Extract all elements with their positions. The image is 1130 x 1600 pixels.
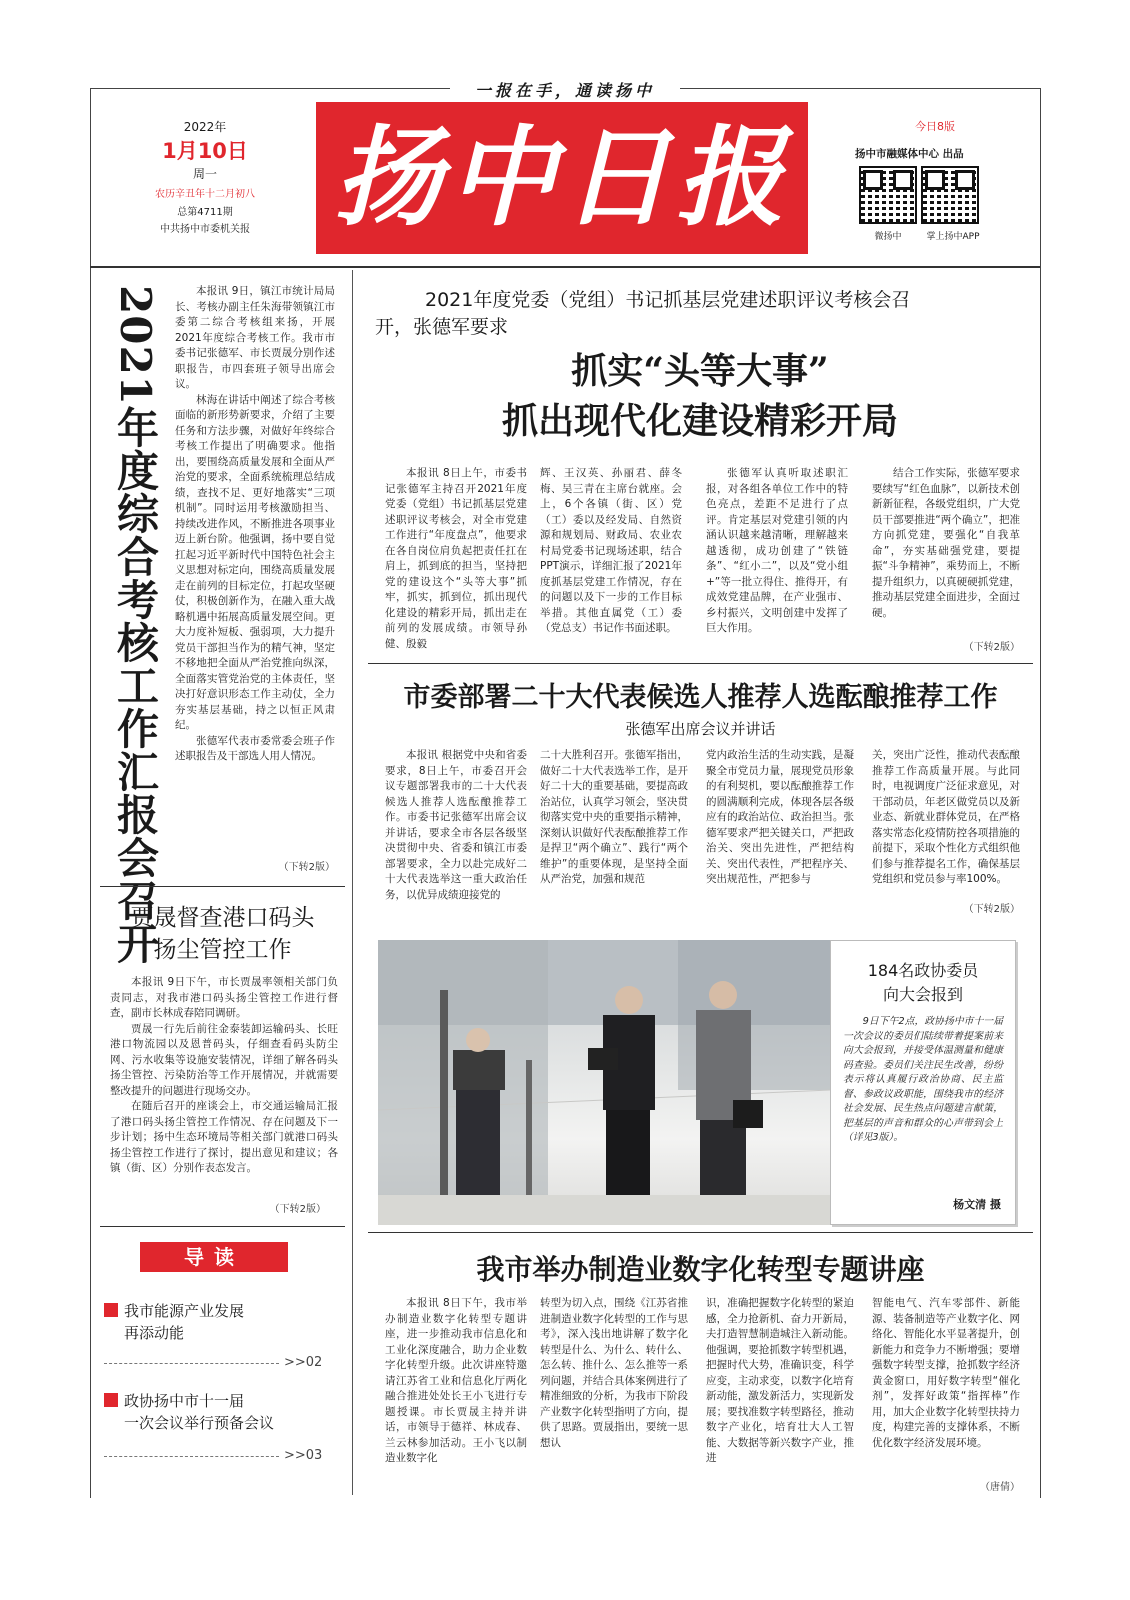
guide-item-line1: 我市能源产业发展: [124, 1302, 245, 1320]
qr-code-icon[interactable]: [859, 166, 917, 224]
lead-headline-line1: 抓实“头等大事”: [571, 350, 829, 392]
issue-number: 总第4711期: [177, 207, 233, 218]
author-note: （唐倩）: [980, 1482, 1020, 1493]
continue-note[interactable]: （下转2版）: [963, 642, 1020, 653]
kicker-line1: 2021年度党委（党组）书记抓基层党建述职评议考核会召: [425, 289, 911, 311]
qr1-label: 微扬中: [874, 232, 902, 242]
left-article-body: [175, 284, 335, 765]
organ: 中共扬中市委机关报: [160, 224, 250, 235]
left-headline: 2021年度综合考核工作汇报会召开: [111, 285, 160, 965]
paragraph: 在随后召开的座谈会上，市交通运输局汇报了港口码头扬尘管控工作情况、存在问题及下一步计划；扬中生态环境局等相关部门就港口码头扬尘管控工作进行了探讨，提出意见和建议；各镇（街、区）分别作表态发言。: [110, 1100, 338, 1174]
kicker-line2: 开，张德军要求: [375, 316, 509, 338]
lead-col-2: 辉、王汉英、孙丽君、薛冬梅、吴三青在主席台就座。会上，6个各镇（街、区）党（工）委以及经发局、自然资源和规划局、财政局、农业农村局党委书记现场述职，结合PPT演示，详细汇报了2021年度抓基层党建工作情况，存在的问题以及下一步的工作目标举措。其他直属党（工）委（党总支）书记作书面述职。: [540, 467, 682, 634]
lead-col-3: 张德军认真听取述职汇报，对各组各单位工作中的特色亮点，差距不足进行了点评。肯定基层对党建引领的内涵认识越来越清晰，理解越来越透彻，成功创建了“铁链条”、“红小二”，以及“党小组+”等一批立得住、推得开，有成效党建品牌，在产业强市、乡村振兴，文明创建中发挥了巨大作用。: [706, 467, 848, 634]
masthead-right: [855, 118, 1035, 161]
guide-item-line2: 一次会议举行预备会议: [124, 1414, 275, 1432]
photo-scene: [378, 940, 830, 1225]
bottom-col-4: 智能电气、汽车零部件、新能源、装备制造等产业数字化、网络化、智能化水平显著提升，创新能力和竞争力不断增强；要增强数字转型支撑，抢抓数字经济黄金窗口，用好数字转型“催化剂”，发挥好政策“指挥棒”作用，加大企业数字化转型扶持力度，构建完善的支撑体系，不断优化数字经济发展环境。: [872, 1297, 1020, 1449]
guide-item[interactable]: [104, 1390, 340, 1434]
paragraph: 林海在讲话中阐述了综合考核面临的新形势新要求，介绍了主要任务和方法步骤，对做好年终综合考核工作提出了明确要求。他指出，要围绕高质量发展和全面从严治党的要求，全面系统梳理总结成绩，查找不足、更好地落实“三项机制”。同时运用考核激励担当、持续改进作风，不断推进各项事业迈上新台阶。他强调，扬中要自觉扛起习近平新时代中国特色社会主义思想对标定向，围绕高质量发展走在前列的目标定位，打起攻坚硬仗，积极创新作为，在融入重大战略机遇中拓展高质量发展空间。更大力度补短板、强弱项，大力提升党员干部担当作为的精气神，坚定不移地把全面从严治党推向纵深，全面落实管党治党的主体责任，坚决打好意识形态工作主动仗，全力夯实基层基础，持之以恒正风肃纪。: [175, 393, 335, 731]
continue-note[interactable]: （下转2版）: [963, 904, 1020, 915]
year: 2022年: [183, 120, 227, 134]
weekday: 周一: [192, 167, 217, 181]
caption-title: [831, 959, 1015, 1007]
second-subhead: 张德军出席会议并讲话: [625, 720, 776, 738]
masthead-logo: [316, 102, 808, 254]
photo-caption-box: [830, 940, 1016, 1225]
second-col-4: 关，突出广泛性，推动代表酝酿推荐工作高质量开展。与此同时，电视调度广泛征求意见，对干部动员，年老区做党员以及新业态、新就业群体党员，在严格落实常态化疫情防控各项措施的前提下，采取个性化方式组织他们参与推荐提名工作，确保基层党组织和党员参与率100%。: [872, 749, 1020, 885]
lead-kicker: [375, 287, 1025, 341]
lead-headline: [375, 346, 1025, 446]
guide-marker-icon: [104, 1303, 118, 1317]
bottom-col-1: 本报讯 8日下午，我市举办制造业数字化转型专题讲座，进一步推动我市信息化和工业化深度融合，助力企业数字化转型升级。此次讲座特邀请江苏省工业和信息化厅两化融合推进处处长王小飞进行专题授课。市长贾晟主持并讲话，市领导于德祥、林成春、兰云林参加活动。王小飞以制造业数字化: [385, 1297, 527, 1464]
photo-credit: 杨文清 摄: [953, 1198, 1001, 1211]
paragraph: 本报讯 9日，镇江市统计局局长、考核办副主任朱海带领镇江市委第二综合考核组来扬，开展2021年度综合考核工作。我市市委书记张德军、市长贾晟分别作述职报告，市四套班子领导出席会议。: [175, 285, 335, 390]
second-col-3: 党内政治生活的生动实践，是凝聚全市党员力量，展现党员形象的有利契机，要以酝酿推荐工作的圆满顺利完成，体现各层各级应有的政治站位、政治担当。张德军要求严把关键关口，严把政治关、突出先进性，严把结构关、突出代表性，严把程序关、突出规范性，严把参与: [706, 749, 854, 885]
port-headline-line1: 贾晟督查港口码头: [130, 905, 315, 931]
second-headline: 市委部署二十大代表候选人推荐人选酝酿推荐工作: [403, 682, 998, 713]
news-photo[interactable]: [378, 940, 830, 1225]
caption-text: 9日下午2点，政协扬中市十一届一次会议的委员们陆续带着提案前来向大会报到，并接受体温测量和健康码查验。委员们关注民生改善，纷纷表示将认真履行政治协商、民主监督、参政议政职能，围绕我市的经济社会发展、民生热点问题建言献策，把基层的声音和群众的心声带到会上（详见3版）。: [843, 1016, 1003, 1143]
port-headline: [100, 902, 345, 966]
lead-headline-line2: 抓出现代化建设精彩开局: [501, 400, 898, 442]
continue-note[interactable]: （下转2版）: [269, 1204, 326, 1215]
guide-item-line2: 再添动能: [124, 1324, 185, 1342]
guide-title: 导读: [184, 1245, 244, 1269]
qr-code-icon[interactable]: [921, 166, 979, 224]
guide-item-line1: 政协扬中市十一届: [124, 1392, 245, 1410]
bottom-headline: 我市举办制造业数字化转型专题讲座: [476, 1253, 925, 1286]
paragraph: 张德军代表市委常委会班子作述职报告及干部选人用人情况。: [175, 734, 335, 762]
second-col-1: 本报讯 根据党中央和省委要求，8日上午，市委召开会议专题部署我市的二十大代表候选人推荐人选酝酿推荐工作。市委书记张德军出席会议并讲话，要求全市各层各级坚决贯彻中央、省委和镇江市委部署要求，全力以赴完成好二十大代表选举这一重大政治任务，以优异成绩迎接党的: [385, 749, 527, 901]
bottom-col-2: 转型为切入点，围绕《江苏省推进制造业数字化转型的工作与思考》，深入浅出地讲解了数字化转型是什么、为什么、转什么、怎么转、推什么、怎么推等一系列问题，并结合具体案例进行了精准细致的分析，为我市下阶段产业数字化转型指明了方向，提供了思路。贾晟指出，要统一思想认: [540, 1297, 688, 1449]
date-block: [110, 118, 300, 235]
guide-marker-icon: [104, 1393, 118, 1407]
guide-banner: [140, 1242, 288, 1272]
caption-title-line2: 向大会报到: [882, 985, 963, 1004]
newspaper-title: 扬中日报: [333, 115, 790, 241]
guide-item[interactable]: [104, 1300, 340, 1344]
date: 1月10日: [162, 139, 248, 163]
slogan-bar: [90, 78, 1040, 98]
port-article-body: [110, 975, 338, 1177]
lead-col-4: 结合工作实际，张德军要求要续写“红色血脉”，以新技术创新新征程，各级党组织，广大党员干部要推进“两个确立”，把准方向抓党建，要强化“自我革命”，夯实基础强党建，要提振“斗争精神”，乘势而上，不断提升组织力，以真硬硬抓党建，推动基层党建全面进步，全面过硬。: [872, 467, 1020, 619]
paragraph: 贾晟一行先后前往金泰装卸运输码头、长旺港口物流园以及恩普码头，仔细查看码头防尘网、污水收集等设施安装情况，详细了解各码头扬尘管控、污染防治等工作开展情况，并就需要整改提升的问题进行现场交办。: [110, 1022, 338, 1097]
publisher: 扬中市融媒体中心 出品: [855, 148, 964, 160]
port-headline-line2: 扬尘管控工作: [153, 937, 292, 963]
qr2-label: 掌上扬中APP: [926, 232, 980, 242]
second-col-2: 二十大胜利召开。张德军指出，做好二十大代表选举工作，是开好二十大的重要基础，要提高政治站位，认真学习领会，坚决贯彻落实党中央的重要指示精神，深刻认识做好代表酝酿推荐工作是捍卫“两个确立”、践行“两个维护”的重要体现，是坚持全面从严治党，加强和规范: [540, 749, 688, 885]
guide-page-link[interactable]: >>03: [284, 1448, 323, 1463]
lead-col-1: 本报讯 8日上午，市委书记张德军主持召开2021年度党委（党组）书记抓基层党建述职评议考核会，对全市党建工作进行“年度盘点”，他要求在各自岗位肩负起把责任扛在肩上，抓到底的担当，坚持把党的建设这个“头等大事”抓牢，抓实，抓到位，抓出现代化建设的精彩开局，抓出走在前列的发展成绩。市领导孙健、殷毅: [385, 467, 527, 650]
pages-today: 今日8版: [915, 120, 955, 133]
paragraph: 本报讯 9日下午，市长贾晟率领相关部门负责同志，对我市港口码头扬尘管控工作进行督查，副市长林成春陪同调研。: [110, 976, 338, 1019]
guide-page-link[interactable]: >>02: [284, 1355, 323, 1370]
bottom-col-3: 识，准确把握数字化转型的紧迫感，全力抢新机、奋力开新局，夫打造智慧制造城注入新动能。他强调，要抢抓数字转型机遇，把握时代大势，准确识变，科学应变，主动求变，以数字化培育新动能，激发新活力，实现新发展；要找准数字转型路径，推动数字产业化，培育壮大人工智能、大数据等新兴数字产业，推进: [706, 1297, 854, 1464]
continue-note[interactable]: （下转2版）: [278, 862, 335, 873]
lunar-date: 农历辛丑年十二月初八: [155, 189, 255, 200]
slogan: 一报在手，通读扬中: [474, 81, 655, 100]
caption-title-line1: 184名政协委员: [867, 961, 979, 980]
